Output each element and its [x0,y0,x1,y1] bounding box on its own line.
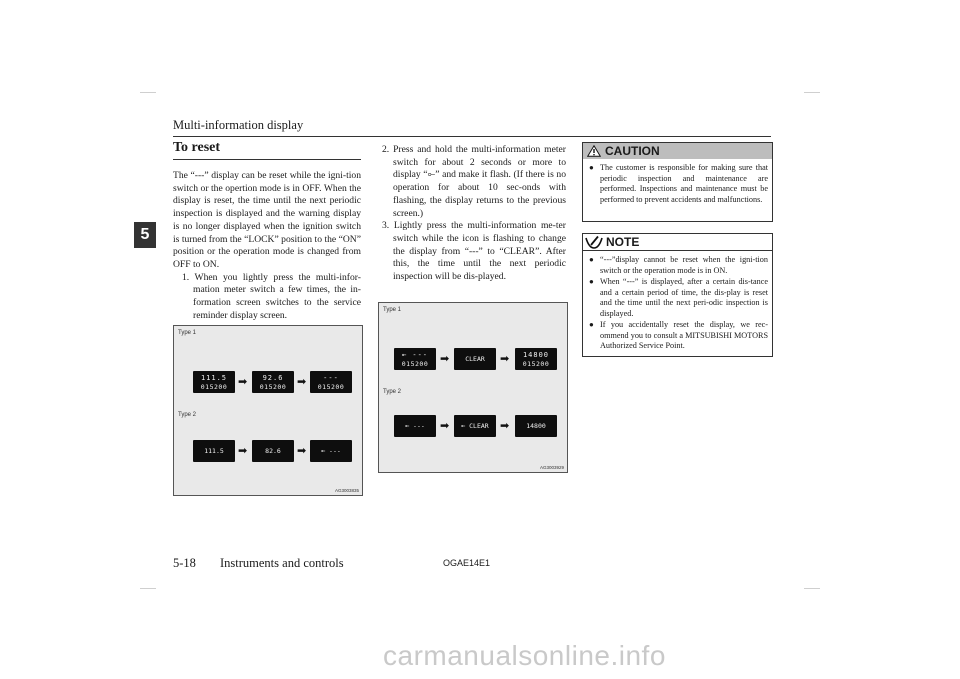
figure-1-code: AG3003835 [334,488,359,493]
arrow-right-icon: ➡ [500,352,510,365]
note-title: NOTE [606,235,640,249]
display-screen: 111.5 [193,440,235,462]
display-screen: ⟜ --- [310,440,352,462]
footer-section-title: Instruments and controls [220,556,344,570]
crop-mark [140,92,156,93]
arrow-right-icon: ➡ [297,444,307,457]
column-middle [378,140,566,284]
step-3: 3. Lightly press the multi-information me-ter switch while the icon is flashing to change the display from “---” to “CLEAR”. After this, the time until the next periodic inspection will be dis-played. [382,220,566,283]
note-item: ● When “---” is displayed, after a certain dis-tance and a certain period of time, the dis-play is reset and the time until the next peri-odic inspection is displayed. [589,277,768,318]
figure-2-code: AG3003929 [539,465,564,470]
note-box [582,233,773,357]
bullet-icon: ● [589,320,594,329]
column-left [173,140,361,322]
arrow-right-icon: ➡ [440,419,450,432]
caution-box [582,142,773,222]
running-header: Multi-information display [173,118,771,137]
intro-paragraph: The “---” display can be reset while the igni-tion switch or the opertion mode is in OFF. When the display is reset, the time until the next periodic inspection is displayed and the warning display is no longer displayed when the ignition switch is turned from the “LOCK” position to the “ON” position or the operation mode is changed from OFF to ON. [173,170,361,270]
bullet-icon: ● [589,163,594,172]
note-pen-icon [585,235,603,249]
display-screen: ⟜ --- 015200 [394,348,436,370]
caution-header [583,143,772,159]
arrow-right-icon: ➡ [440,352,450,365]
caution-title: CAUTION [605,144,660,158]
figure-2-type2-label: Type 2 [383,389,402,395]
display-screen: ⟜ CLEAR [454,415,496,437]
arrow-right-icon: ➡ [500,419,510,432]
note-body [583,251,772,357]
display-screen: --- 015200 [310,371,352,393]
display-screen: 14800 [515,415,557,437]
figure-1-type2-label: Type 2 [178,412,197,418]
watermark: carmanualsonline.info [383,640,666,671]
bullet-icon: ● [589,277,594,286]
figure-1 [173,325,363,496]
display-screen: 82.6 [252,440,294,462]
display-screen: 111.5 015200 [193,371,235,393]
note-header [583,234,772,251]
note-item: ● “---”display cannot be reset when the igni-tion switch or the operation mode is in ON. [589,255,768,275]
display-screen: CLEAR [454,348,496,370]
steps-list-a [173,272,361,323]
note-item: ● If you accidentally reset the display, we rec-ommend you to consult a MITSUBISHI MOTORS Authorized Service Point. [589,320,768,350]
warning-icon [587,145,601,157]
step-1: 1. When you lightly press the multi-infor-mation meter switch a few times, the in-formation screen switches to the service reminder display screen. [182,271,361,321]
crop-mark [804,588,820,589]
steps-list-b [378,144,566,284]
section-heading: To reset [173,140,361,160]
bullet-icon: ● [589,255,594,264]
figure-2 [378,302,568,473]
page-number: 5-18 [173,556,196,570]
crop-mark [804,92,820,93]
display-screen: 14800 015200 [515,348,557,370]
chapter-tab: 5 [134,222,156,248]
caution-item: ● The customer is responsible for making sure that periodic inspection and maintenance are performed. Inspections and maintenance must be performed to prevent accidents and malfunctions. [589,163,768,204]
caution-body [583,159,772,210]
arrow-right-icon: ➡ [238,444,248,457]
step-2: 2. Press and hold the multi-information meter switch for about 2 seconds or more to display “⟜” and make it flash. (If there is no operation for about 10 sec-onds with flashing, the display returns to the previous screen.) [382,144,566,219]
arrow-right-icon: ➡ [238,375,248,388]
figure-2-type1-label: Type 1 [383,307,402,313]
figure-1-type1-label: Type 1 [178,330,197,336]
crop-mark [140,588,156,589]
arrow-right-icon: ➡ [297,375,307,388]
footer-doc-code: OGAE14E1 [443,558,491,568]
display-screen: ⟜ --- [394,415,436,437]
display-screen: 92.6 015200 [252,371,294,393]
